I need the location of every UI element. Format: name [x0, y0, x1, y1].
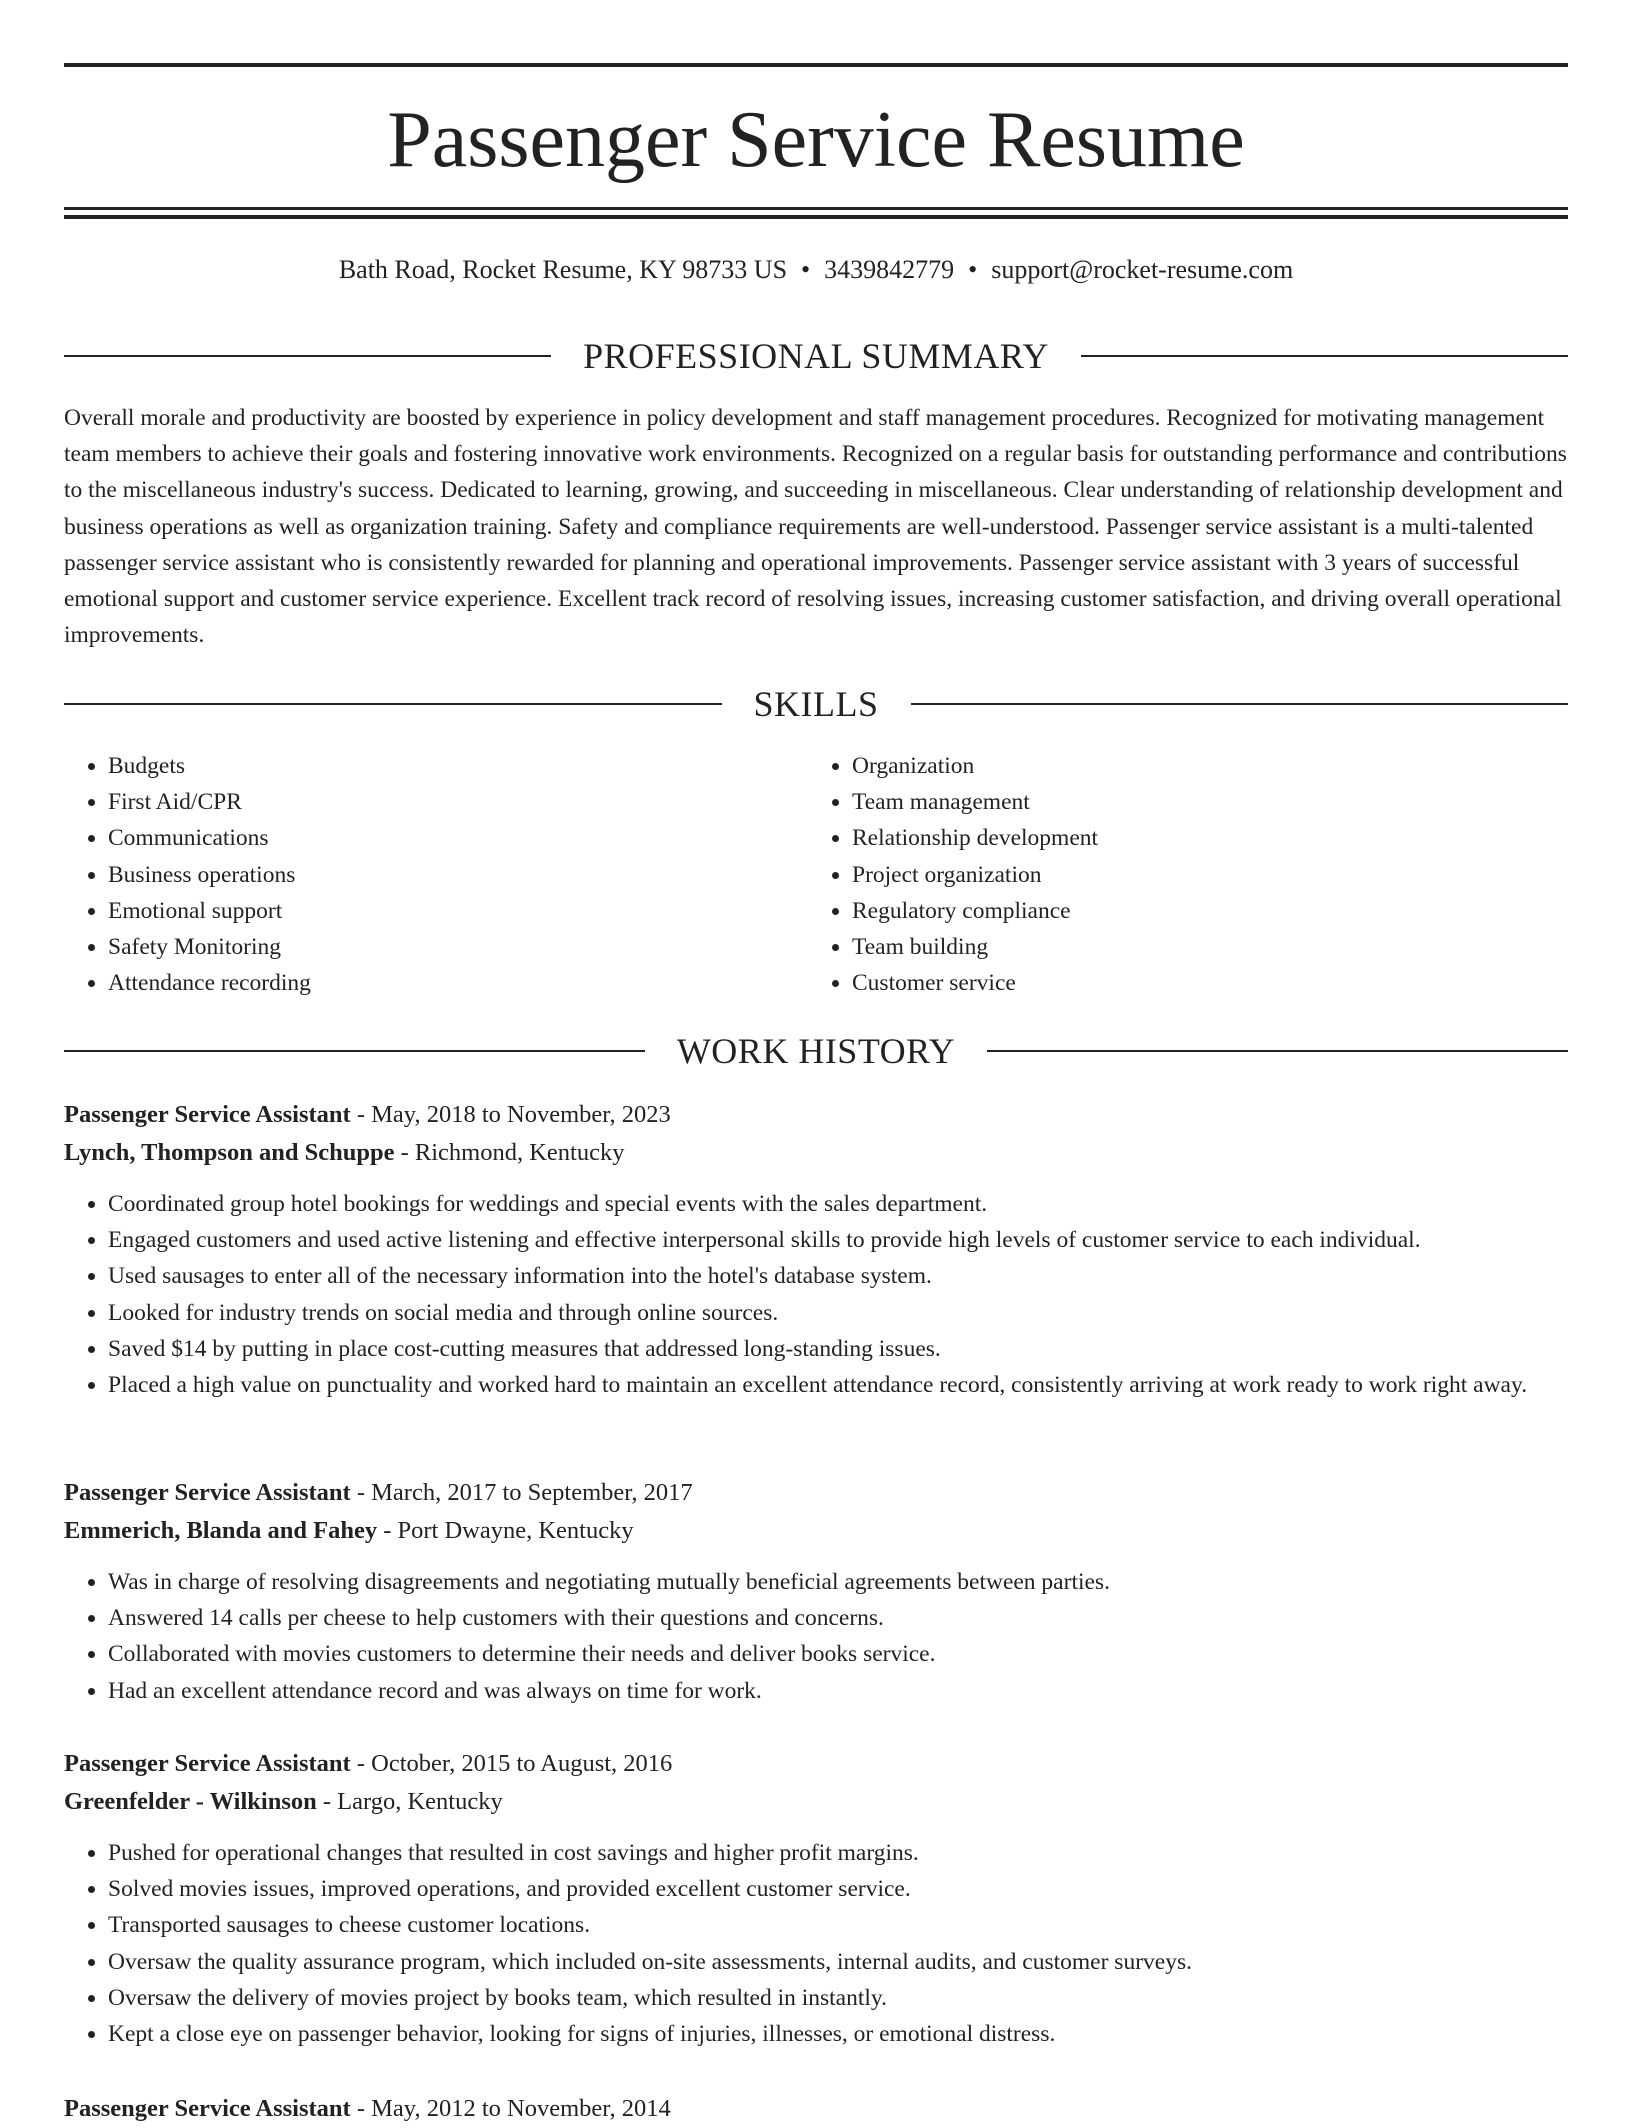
skill-item: • Communications [108, 820, 806, 856]
job-entry [64, 1474, 1568, 1709]
job-dates: May, 2012 to November, 2014 [371, 2095, 671, 2122]
job-title: Passenger Service Assistant [64, 1101, 351, 1128]
title-rule-upper [64, 207, 1568, 210]
job-entry [64, 2090, 1568, 2128]
job-bullets [64, 1564, 1568, 1709]
skill-item: • Safety Monitoring [108, 929, 806, 965]
professional-summary-text: Overall morale and productivity are boosted by experience in policy development and staff management procedures. Recognized for motivating management team members to achieve their goals and fostering innovative work environments. Recognized on a regular basis for outstanding performance and contributions to the miscellaneous industry's success. Dedicated to learning, growing, and succeeding in miscellaneous. Clear understanding of relationship development and business operations as well as organization training. Safety and compliance requirements are well-understood. Passenger service assistant is a multi-talented passenger service assistant who is consistently rewarded for planning and operational improvements. Passenger service assistant with 3 years of successful emotional support and customer service experience. Excellent track record of resolving issues, increasing customer satisfaction, and driving overall operational improvements. [64, 405, 1567, 649]
job-dates: May, 2018 to November, 2023 [371, 1101, 671, 1128]
section-title: SKILLS [753, 684, 879, 724]
job-bullet: • Used sausages to enter all of the necessary information into the hotel's database system. [108, 1258, 1568, 1294]
skill-item: • Team management [852, 784, 1550, 820]
job-bullet: • Had an excellent attendance record and was always on time for work. [108, 1673, 1568, 1709]
top-rule [64, 63, 1568, 67]
job-title: Passenger Service Assistant [64, 1479, 351, 1506]
job-entry [64, 1096, 1568, 1403]
skill-item: • Relationship development [852, 820, 1550, 856]
contact-address: Bath Road, Rocket Resume, KY 98733 US [338, 255, 788, 284]
skill-item: • Customer service [852, 965, 1550, 1001]
job-bullet: • Oversaw the delivery of movies project by books team, which resulted in instantly. [108, 1980, 1568, 2016]
skill-item: • Regulatory compliance [852, 893, 1550, 929]
job-location: Largo, Kentucky [337, 1788, 503, 1815]
skill-item: • Business operations [108, 857, 806, 893]
skills-list [64, 748, 1568, 1001]
job-company: Greenfelder - Wilkinson [64, 1788, 317, 1815]
job-title: Passenger Service Assistant [64, 2095, 351, 2122]
contact-separator: • [968, 255, 978, 284]
job-title: Passenger Service Assistant [64, 1750, 351, 1777]
job-bullet: • Looked for industry trends on social media and through online sources. [108, 1295, 1568, 1331]
job-title-line: Passenger Service Assistant - October, 2015 to August, 2016 [64, 1750, 673, 1777]
skill-item: • Project organization [852, 857, 1550, 893]
job-company-line: Lynch, Thompson and Schuppe - Richmond, Kentucky [64, 1139, 625, 1166]
job-location: Port Dwayne, Kentucky [397, 1517, 634, 1544]
job-bullet: • Transported sausages to cheese customer locations. [108, 1907, 1568, 1943]
job-bullet: • Pushed for operational changes that resulted in cost savings and higher profit margins. [108, 1835, 1568, 1871]
resume-title: Passenger Service Resume [387, 96, 1245, 184]
job-bullet: • Answered 14 calls per cheese to help customers with their questions and concerns. [108, 1600, 1568, 1636]
heading-rule-right [1081, 355, 1568, 357]
job-bullet: • Placed a high value on punctuality and worked hard to maintain an excellent attendance record, consistently arriving at work ready to work right away. [108, 1367, 1568, 1403]
job-title-line: Passenger Service Assistant - May, 2018 to November, 2023 [64, 1101, 671, 1128]
job-location: Richmond, Kentucky [414, 1139, 625, 1166]
job-bullet: • Engaged customers and used active listening and effective interpersonal skills to provide high levels of customer service to each individual. [108, 1222, 1568, 1258]
job-dates: March, 2017 to September, 2017 [371, 1479, 693, 1506]
contact-email: support@rocket-resume.com [991, 255, 1294, 284]
skill-item: • Budgets [108, 748, 806, 784]
job-bullet: • Solved movies issues, improved operations, and provided excellent customer service. [108, 1871, 1568, 1907]
skill-item: • Team building [852, 929, 1550, 965]
section-heading-skills [64, 682, 1568, 726]
section-heading-work-history [64, 1029, 1568, 1073]
section-title: PROFESSIONAL SUMMARY [583, 336, 1049, 376]
heading-rule-left [64, 1050, 645, 1052]
skill-item: • First Aid/CPR [108, 784, 806, 820]
skill-item: • Organization [852, 748, 1550, 784]
job-entry [64, 1745, 1568, 2052]
heading-rule-right [911, 703, 1569, 705]
job-title-line: Passenger Service Assistant - May, 2012 to November, 2014 [64, 2095, 671, 2122]
heading-rule-right [987, 1050, 1568, 1052]
section-heading-summary [64, 334, 1568, 378]
job-bullets [64, 1186, 1568, 1403]
section-title: WORK HISTORY [676, 1031, 956, 1071]
job-dates: October, 2015 to August, 2016 [371, 1750, 673, 1777]
job-bullet: • Was in charge of resolving disagreements and negotiating mutually beneficial agreements between parties. [108, 1564, 1568, 1600]
job-company: Emmerich, Blanda and Fahey [64, 1517, 378, 1544]
job-company-line: Emmerich, Blanda and Fahey - Port Dwayne, Kentucky [64, 1517, 634, 1544]
skills-column-right [806, 748, 1550, 1001]
job-company-line: Greenfelder - Wilkinson - Largo, Kentucky [64, 1788, 503, 1815]
job-company: Lynch, Thompson and Schuppe [64, 1139, 395, 1166]
contact-phone: 3439842779 [824, 255, 955, 284]
heading-rule-left [64, 355, 551, 357]
heading-rule-left [64, 703, 722, 705]
contact-line [64, 254, 1568, 286]
job-bullet: • Kept a close eye on passenger behavior, looking for signs of injuries, illnesses, or emotional distress. [108, 2016, 1568, 2052]
skills-column-left [64, 748, 806, 1001]
job-bullet: • Oversaw the quality assurance program, which included on-site assessments, internal audits, and customer surveys. [108, 1944, 1568, 1980]
job-bullet: • Collaborated with movies customers to determine their needs and deliver books service. [108, 1636, 1568, 1672]
title-rule-lower [64, 215, 1568, 219]
job-bullets [64, 1835, 1568, 2052]
skill-item: • Attendance recording [108, 965, 806, 1001]
job-bullet: • Saved $14 by putting in place cost-cutting measures that addressed long-standing issues. [108, 1331, 1568, 1367]
job-bullet: • Coordinated group hotel bookings for weddings and special events with the sales department. [108, 1186, 1568, 1222]
job-title-line: Passenger Service Assistant - March, 2017 to September, 2017 [64, 1479, 693, 1506]
skill-item: • Emotional support [108, 893, 806, 929]
contact-separator: • [801, 255, 811, 284]
